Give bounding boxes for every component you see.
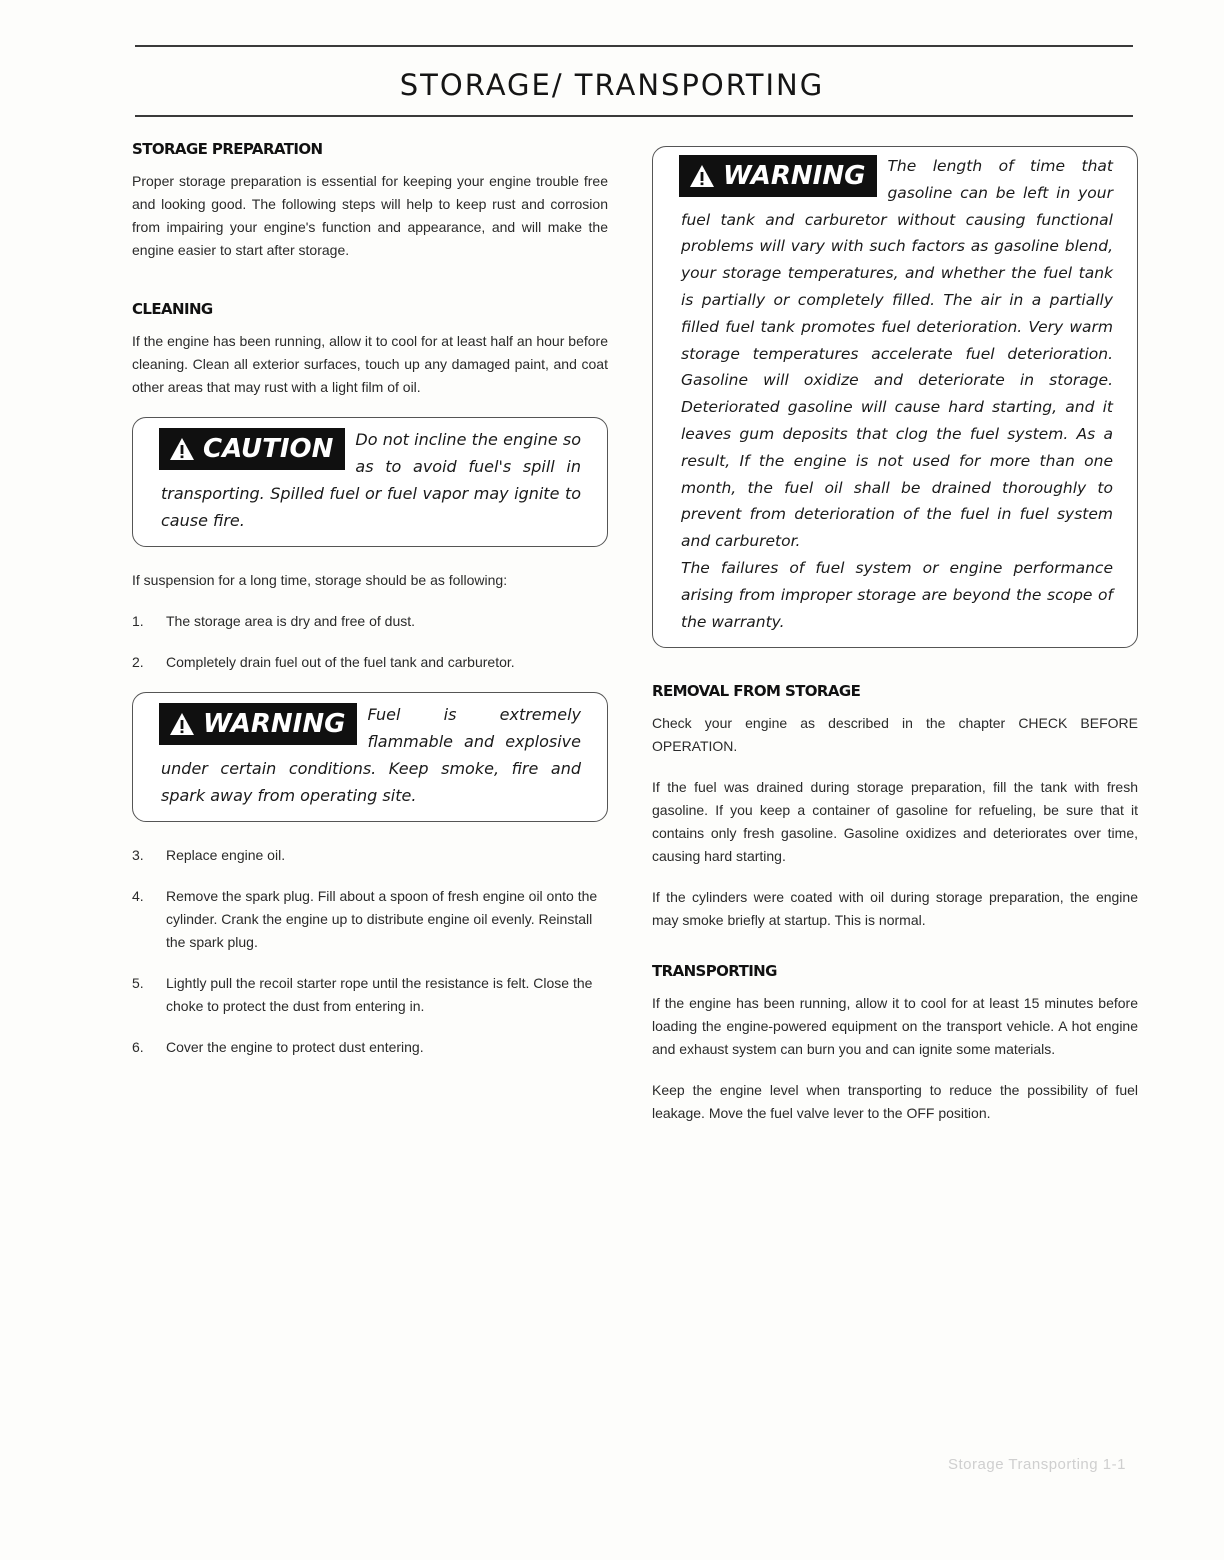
fuel-warning-box [132,692,608,822]
caution-text: Do not incline the engine so as to avoid fuel's spill in transporting. Spilled fuel or fuel vapor may ignite to cause fire. [161,430,581,530]
caution-box [132,417,608,547]
storage-warning-text: The length of time that gasoline can be left in your fuel tank and carburetor without causing functional problems will vary with such factors as gasoline blend, your storage temperatures, and whether the fuel tank is partially or completely filled. The air in a partially filled fuel tank promotes fuel deterioration. Very warm storage temperatures accelerate fuel deterioration. Gasoline will oxidize and deteriorate in storage. Deteriorated gasoline will cause hard starting, and it leaves gum deposits that clog the fuel system. As a result, If the engine is not used for more than one month, the fuel oil shall be drained thoroughly to prevent from deterioration of the fuel in fuel system and carburetor. [681,157,1113,551]
transporting-heading: TRANSPORTING [652,962,777,981]
list-item: 6. Cover the engine to protect dust entering. [132,1039,424,1055]
caution-badge [159,428,345,470]
warning-badge [159,703,357,745]
steps-list-a [132,610,608,674]
warning-triangle-icon [169,712,195,736]
cleaning-heading: CLEANING [132,300,213,318]
storage-preparation-heading: STORAGE PREPARATION [132,140,323,158]
title-bottom-rule [135,115,1133,117]
list-item: 5. Lightly pull the recoil starter rope until the resistance is felt. Close the choke to protect the dust from entering in. [132,975,593,1014]
fuel-warning-text: Fuel is extremely flammable and explosive under certain conditions. Keep smoke, fire and spark away from operating site. [161,705,581,805]
warning-label: WARNING [203,709,346,739]
caution-label: CAUTION [203,434,334,464]
list-item: 2. Completely drain fuel out of the fuel tank and carburetor. [132,654,515,670]
warning-triangle-icon [169,437,195,461]
transporting-text-2: Keep the engine level when transporting to reduce the possibility of fuel leakage. Move the fuel valve lever to the OFF position. [652,1082,1138,1122]
warning-badge [679,155,877,197]
warranty-note: The failures of fuel system or engine performance arising from improper storage are beyond the scope of the warranty. [681,558,1113,631]
list-item: 3. Replace engine oil. [132,847,286,863]
storage-preparation-text: Proper storage preparation is essential for keeping your engine trouble free and looking good. The following steps will help to keep rust and corrosion from impairing your engine's function and appearance, and will make the engine easier to start after storage. [132,173,608,258]
list-item: 1. The storage area is dry and free of dust. [132,613,416,629]
removal-text-3: If the cylinders were coated with oil during storage preparation, the engine may smoke briefly at startup. This is normal. [652,889,1138,929]
suspension-intro: If suspension for a long time, storage should be as following: [132,572,508,588]
removal-heading: REMOVAL FROM STORAGE [652,682,861,701]
storage-warning-box [652,146,1138,648]
warning-triangle-icon [689,164,715,188]
page-footer: Storage Transporting 1-1 [948,1456,1126,1473]
transporting-text-1: If the engine has been running, allow it to cool for at least 15 minutes before loading the engine-powered equipment on the transport vehicle. A hot engine and exhaust system can burn you and can ignite some materials. [652,995,1138,1058]
steps-list-b [132,844,608,1059]
right-column [652,146,1138,1143]
page-title: STORAGE/ TRANSPORTING [399,68,825,102]
list-item: 4. Remove the spark plug. Fill about a spoon of fresh engine oil onto the cylinder. Crank the engine up to distribute engine oil evenly. Reinstall the spark plug. [132,888,598,950]
warning-label: WARNING [723,161,866,191]
cleaning-text: If the engine has been running, allow it to cool for at least half an hour before cleaning. Clean all exterior surfaces, touch up any damaged paint, and coat other areas that may rust with a light film of oil. [132,333,608,395]
removal-text-1: Check your engine as described in the chapter CHECK BEFORE OPERATION. [652,715,1138,755]
left-column [132,140,608,1077]
top-rule [135,45,1133,47]
removal-text-2: If the fuel was drained during storage preparation, fill the tank with fresh gasoline. If you keep a container of gasoline for refueling, be sure that it contains only fresh gasoline. Gasoline oxidizes and deteriorates over time, causing hard starting. [652,779,1138,865]
